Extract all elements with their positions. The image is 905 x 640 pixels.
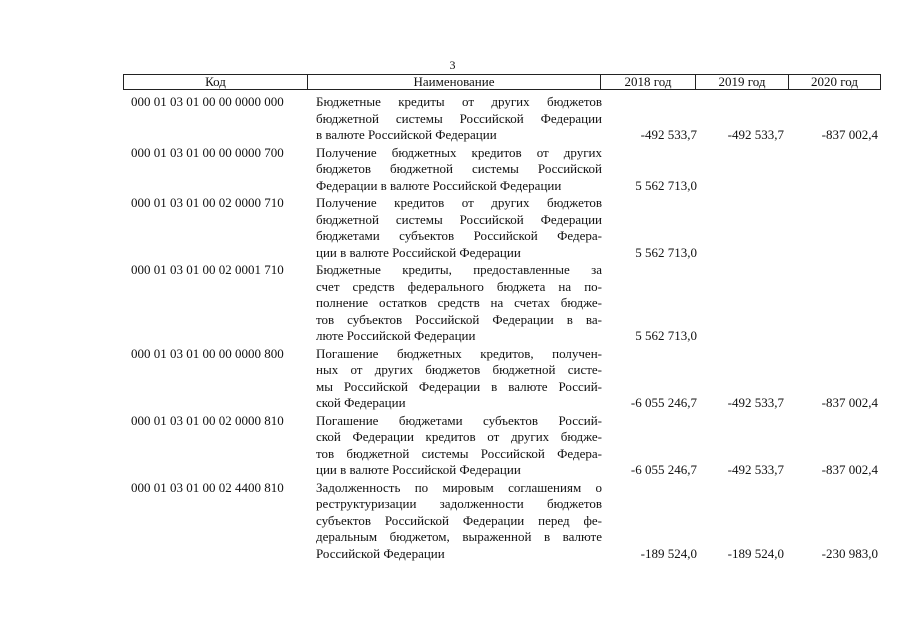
row-name-line: бюджетов бюджетной системы Российской xyxy=(316,161,602,176)
row-name xyxy=(316,94,602,144)
row-name-line: бюджетами субъектов Российской Федера- xyxy=(316,228,602,243)
row-name-line: мы Российской Федерации в валюте Россий- xyxy=(316,378,602,394)
row-code: 000 01 03 01 00 00 0000 800 xyxy=(131,345,284,361)
row-name xyxy=(316,480,602,563)
row-value-2018: 5 562 713,0 xyxy=(635,244,697,260)
table-row xyxy=(0,480,905,563)
row-name-line: Получение кредитов от других бюджетов xyxy=(316,195,602,210)
row-name xyxy=(316,262,602,345)
row-value-2018: 5 562 713,0 xyxy=(635,177,697,193)
row-name-line: ции в валюте Российской Федерации xyxy=(316,462,521,477)
row-name-line: Получение бюджетных кредитов от других xyxy=(316,144,602,160)
row-name-line: полнение остатков средств на счетах бюдже- xyxy=(316,295,602,310)
row-name-line: Федерации в валюте Российской Федерации xyxy=(316,177,562,193)
table-row xyxy=(0,195,905,261)
row-name-line: в валюте Российской Федерации xyxy=(316,127,497,142)
row-value-2020: -837 002,4 xyxy=(821,395,878,410)
row-value-2020: -837 002,4 xyxy=(821,127,878,142)
row-value-2018: -6 055 246,7 xyxy=(630,462,697,477)
row-name xyxy=(316,145,602,195)
row-name-line: реструктуризации задолженности бюджетов xyxy=(316,496,602,511)
row-name-line: Погашение бюджетами субъектов Россий- xyxy=(316,412,602,428)
row-value-2019: -492 533,7 xyxy=(727,462,784,477)
header-2018: 2018 год xyxy=(601,75,696,89)
row-name-line: люте Российской Федерации xyxy=(316,328,476,343)
header-2019: 2019 год xyxy=(696,75,789,89)
row-value-2019: -189 524,0 xyxy=(727,545,784,561)
row-value-2020: -230 983,0 xyxy=(821,545,878,561)
row-name-line: Бюджетные кредиты от других бюджетов xyxy=(316,94,602,109)
row-name-line: Погашение бюджетных кредитов, получен- xyxy=(316,345,602,361)
table-row xyxy=(0,413,905,479)
row-name-line: ской Федерации xyxy=(316,395,406,410)
row-name xyxy=(316,413,602,479)
row-name-line: ции в валюте Российской Федерации xyxy=(316,244,521,260)
row-name-line: бюджетной системы Российской Федерации xyxy=(316,211,602,227)
row-code: 000 01 03 01 00 02 4400 810 xyxy=(131,479,284,495)
table-row xyxy=(0,94,905,144)
table-row xyxy=(0,346,905,412)
row-code: 000 01 03 01 00 00 0000 000 xyxy=(131,94,284,109)
row-value-2019: -492 533,7 xyxy=(727,395,784,410)
row-name-line: счет средств федерального бюджета на по- xyxy=(316,278,602,294)
page-number: 3 xyxy=(449,58,456,72)
header-2020: 2020 год xyxy=(811,74,858,89)
header-code: Код xyxy=(124,75,308,89)
table-body xyxy=(0,94,905,563)
row-name xyxy=(316,346,602,412)
row-value-2018: -189 524,0 xyxy=(640,545,697,561)
table-row xyxy=(0,262,905,345)
row-name-line: деральным бюджетом, выраженной в валюте xyxy=(316,529,602,544)
row-code: 000 01 03 01 00 00 0000 700 xyxy=(131,144,284,160)
row-name-line: Бюджетные кредиты, предоставленные за xyxy=(316,262,602,277)
row-name-line: бюджетной системы Российской Федерации xyxy=(316,110,602,126)
row-value-2019: -492 533,7 xyxy=(727,127,784,142)
header-name: Наименование xyxy=(308,75,601,89)
row-name-line: тов субъектов Российской Федерации в ва- xyxy=(316,311,602,327)
row-code: 000 01 03 01 00 02 0000 710 xyxy=(131,195,284,210)
row-code: 000 01 03 01 00 02 0000 810 xyxy=(131,412,284,428)
row-value-2018: -6 055 246,7 xyxy=(630,395,697,410)
table-row xyxy=(0,145,905,195)
table-header xyxy=(123,74,881,90)
row-name-line: ской Федерации кредитов от других бюдже- xyxy=(316,429,602,444)
row-value-2018: 5 562 713,0 xyxy=(635,328,697,343)
row-name-line: Задолженность по мировым соглашениям о xyxy=(316,479,602,495)
row-value-2018: -492 533,7 xyxy=(640,127,697,142)
row-name-line: субъектов Российской Федерации перед фе- xyxy=(316,512,602,528)
row-value-2020: -837 002,4 xyxy=(821,462,878,477)
row-name-line: тов бюджетной системы Российской Федера- xyxy=(316,445,602,461)
row-name xyxy=(316,195,602,261)
row-code: 000 01 03 01 00 02 0001 710 xyxy=(131,262,284,277)
row-name-line: Российской Федерации xyxy=(316,545,445,561)
row-name-line: ных от других бюджетов бюджетной систе- xyxy=(316,362,602,377)
